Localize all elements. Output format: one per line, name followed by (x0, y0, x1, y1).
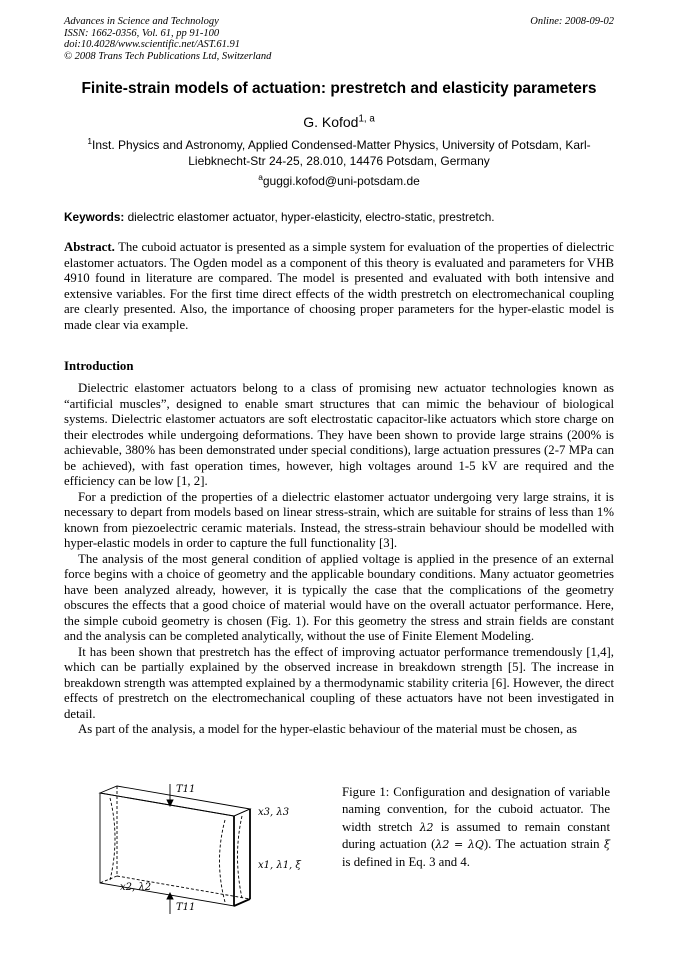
abstract-label: Abstract. (64, 240, 115, 254)
copyright: © 2008 Trans Tech Publications Ltd, Switzerland (64, 50, 272, 62)
fig-label-x1: x1, λ1, ξ (258, 860, 301, 871)
paper-title: Finite-strain models of actuation: prestretch and elasticity parameters (81, 80, 597, 97)
symbol-xi: ξ (603, 838, 610, 852)
journal-name: Advances in Science and Technology (64, 16, 219, 27)
keywords-text: dielectric elastomer actuator, hyper-elasticity, electro-static, prestretch. (127, 210, 495, 224)
introduction-body (64, 381, 614, 738)
paragraph: Dielectric elastomer actuators belong to a class of promising new actuator technologies known as “artificial muscles”, designed to enable smart structures that can mimic the behaviour of biological systems. Dielectric elastomer actuators are soft electrostatic capacitor-like actuators which store charge on their electrodes while undergoing deformations. They have been shown to provide large strains (200% is achievable, 380% has been demonstrated under special conditions), large actuation pressures (2-7 MPa can be achieved), with fast operation times, however, high voltages around 1-5 kV are required and the efficiency can be low [1, 2]. (64, 381, 614, 488)
abstract (64, 240, 614, 333)
author-line (0, 114, 678, 130)
caption-text: Figure 1: Configuration and designation of variable naming convention, for the cuboid actuator. The width stretch (342, 785, 610, 834)
keywords (64, 210, 614, 224)
caption-text: ). The actuation strain (483, 837, 600, 852)
figure-1-cuboid-actuator (92, 778, 322, 918)
affiliation (72, 138, 606, 169)
figure-1-caption (342, 784, 610, 871)
cuboid-side-face (234, 809, 250, 906)
abstract-text: The cuboid actuator is presented as a simple system for evaluation of the properties of dielectric elastomer actuators. The Ogden model as a component of this theory is evaluated and parameters for VHB 4910 found in literature are compared. The model is presented and evaluated with both intensive and extensive variables. For the first time direct effects of the width prestretch on electromechanical coupling are clearly presented. Also, the importance of choosing proper parameters for the hyper-elastic model is made clear via example. (64, 240, 614, 332)
caption-text: is defined in Eq. 3 and 4. (342, 854, 470, 869)
paragraph: It has been shown that prestretch has the effect of improving actuator performance tremendously [1,4], which can be partially explained by the observed increase in breakdown strength [5]. The increase in breakdown strength was attempted explained by a thermodynamic stability criteria [6]. However, the direct effects of prestretch on the electromechanical coupling of these actuators have not been investigated in detail. (64, 644, 614, 721)
affiliation-text: Inst. Physics and Astronomy, Applied Condensed-Matter Physics, University of Potsdam, Karl-Liebknecht-Str 24-25, 28.010, 14476 Potsdam, Germany (92, 138, 591, 168)
deformed-edge-right (220, 820, 226, 902)
keywords-label: Keywords: (64, 210, 125, 224)
email-address[interactable]: guggi.kofod@uni-potsdam.de (262, 174, 420, 188)
section-heading-introduction: Introduction (64, 359, 134, 373)
caption-text: is assumed to remain constant during actuation ( (342, 819, 611, 852)
fig-label-top-force: T11 (176, 784, 196, 795)
paragraph: As part of the analysis, a model for the hyper-elastic behaviour of the material must be chosen, as (78, 722, 578, 736)
affiliation-sup: 1 (87, 136, 92, 146)
fig-label-x2: x2, λ2 (120, 882, 152, 893)
issn: ISSN: 1662-0356, Vol. 61, pp 91-100 (64, 27, 220, 39)
email-sup: a (258, 172, 263, 182)
fig-label-bottom-force: T11 (176, 902, 196, 913)
author-sup: 1, a (358, 113, 375, 125)
cuboid-top-face (100, 786, 250, 816)
paragraph: The analysis of the most general condition of applied voltage is applied in the presence of an external force begins with a choice of geometry and the applicable boundary conditions. Many actuator geometries have been analyzed already, however, it is typically the case that the complications of the geometry obscures the effects that a good choice of material would have on the overall actuator performance. Here, the simple cuboid geometry is chosen (Fig. 1). For this geometry the stress and strain fields are constant and the analysis can be completed analytically, without the use of Finite Element Modeling. (64, 551, 614, 643)
equation-lambda2-eq-lambdaQ: λ2 = λQ (435, 838, 484, 852)
email-line (0, 174, 678, 188)
author-name: G. Kofod (303, 114, 359, 130)
deformed-edge-left (110, 798, 115, 880)
online-date: Online: 2008-09-02 (530, 16, 614, 27)
paragraph: For a prediction of the properties of a dielectric elastomer actuator undergoing very large strains, it is necessary to depart from models based on linear stress-strain, which are suitable for strains of less than 1% known from piezoelectric ceramic materials. Instead, the stress-strain behaviour should be modelled with hyper-elastic models in order to capture the full functionality [3]. (64, 489, 614, 550)
fig-label-x3: x3, λ3 (258, 807, 290, 818)
symbol-lambda2: λ2 (419, 820, 434, 834)
online-date-header (530, 16, 614, 28)
journal-header (64, 16, 271, 62)
doi: doi:10.4028/www.scientific.net/AST.61.91 (64, 39, 241, 51)
